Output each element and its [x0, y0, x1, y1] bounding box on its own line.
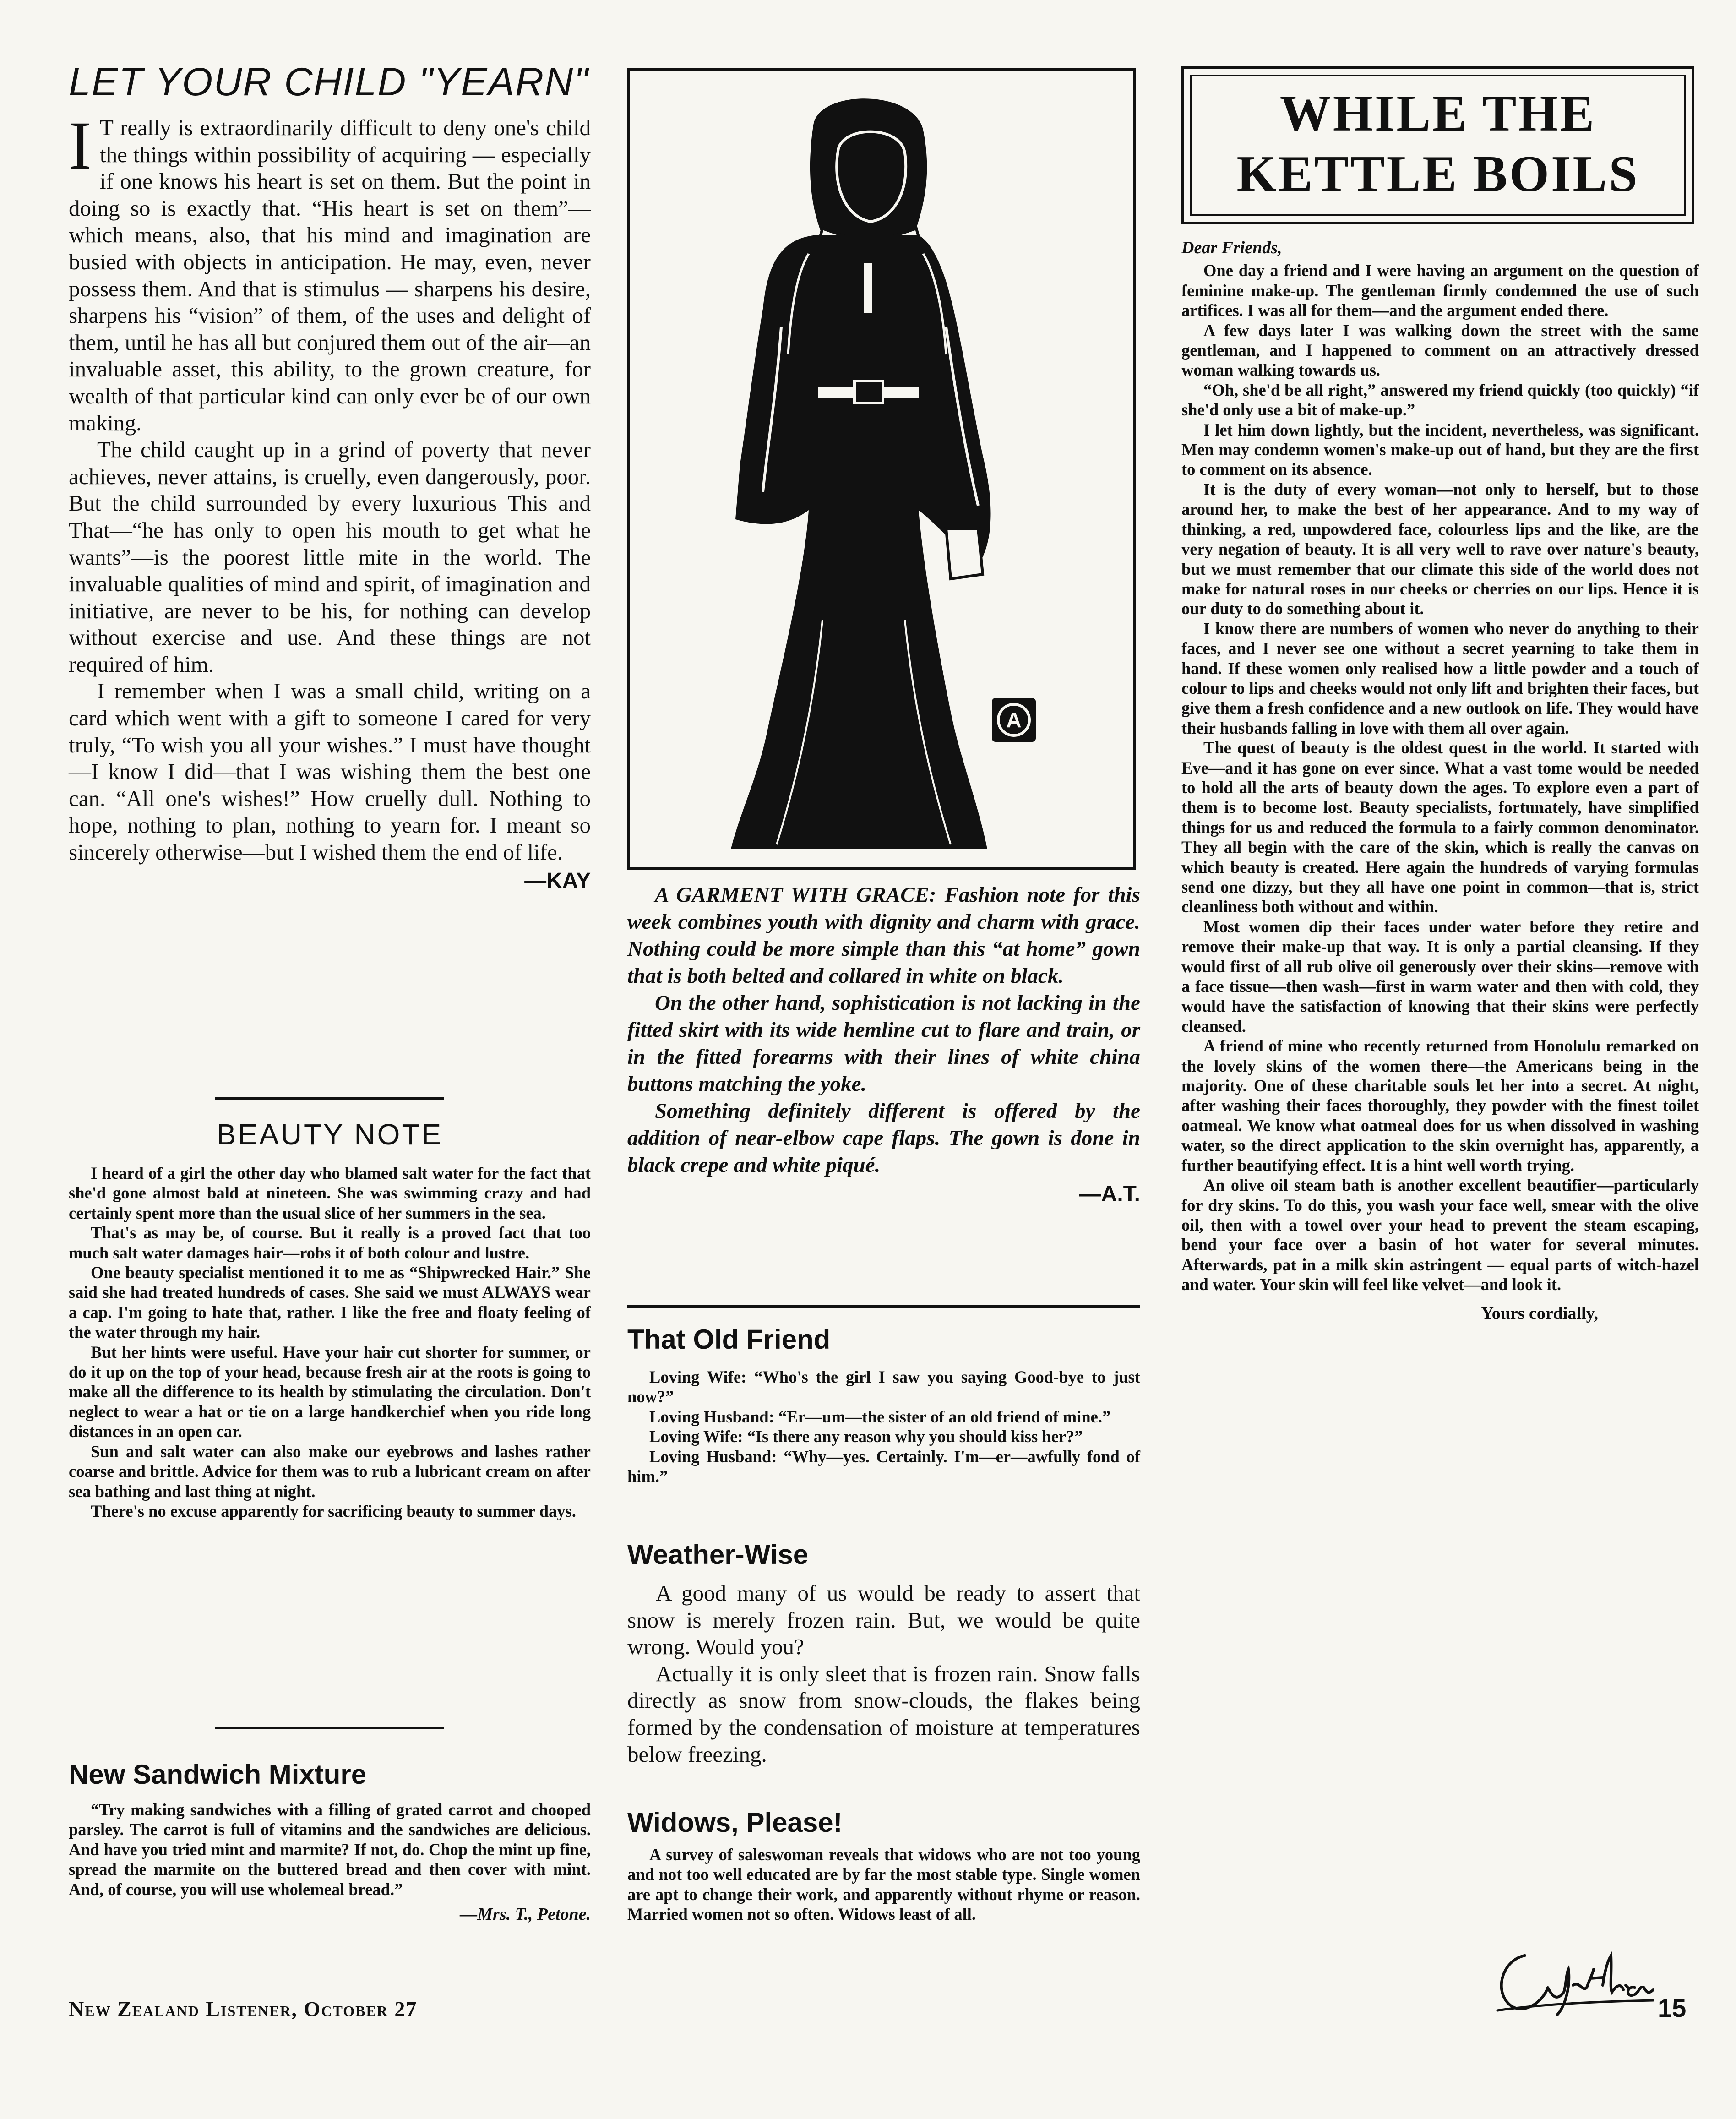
- beauty-paragraph: I heard of a girl the other day who blamed salt water for the fact that she'd gone almost bald at nineteen. She was swimming crazy and had certainly spent more than the usual slice of her summers in the sea.: [69, 1164, 591, 1222]
- letter-closing: Yours cordially,: [1481, 1303, 1598, 1323]
- letter-paragraph: An olive oil steam bath is another excellent beautifier—particularly for dry skins. To do this, you wash your face well, smear with the olive oil, then with a towel over your head to prevent the steam escaping, bend your face over a basin of hot water for several minutes. Afterwards, pat in a milk skin astringent — equal parts of witch-hazel and water. Your skin will feel like velvet—and look it.: [1181, 1176, 1699, 1294]
- beauty-note-body: [69, 1163, 591, 1521]
- beauty-note-title: BEAUTY NOTE: [216, 1118, 443, 1151]
- caption-paragraph: On the other hand, sophistication is not lacking in the fitted skirt with its wide hemline cut to flare and train, or in the fitted forearms with their lines of white china buttons matching the yoke.: [627, 991, 1140, 1096]
- letter-paragraph: “Oh, she'd be all right,” answered my friend quickly (too quickly) “if she'd only use a bit of make-up.”: [1181, 380, 1699, 419]
- letter-paragraph: Most women dip their faces under water before they retire and remove their make-up that way. It is only a partial cleansing. If they would first of all rub olive oil generously over their skins—remove with a face tissue—then wash—first in warm water and then with cold, they would have the satisfaction of knowing that their skins were perfectly cleansed.: [1181, 917, 1699, 1035]
- illustration-badge: A: [1006, 708, 1022, 732]
- dialogue-line: Loving Wife: “Who's the girl I saw you saying Good-bye to just now?”: [627, 1367, 1140, 1406]
- section-divider: [215, 1097, 444, 1100]
- letter-paragraph: One day a friend and I were having an argument on the question of feminine make-up. The gentleman firmly condemned the use of such artifices. I was all for them—and the argument ended there.: [1181, 261, 1699, 320]
- letter-paragraph: It is the duty of every woman—not only to herself, but to those around her, to make the best of her appearance. And to my way of thinking, a red, unpowdered face, colourless lips and the like, are the very negation of beauty. It is all very well to rave over nature's beauty, but we must remember that our climate this side of the world does not make for natural roses in our cheeks or cherries on our lips. Hence it is our duty to do something about it.: [1181, 479, 1699, 618]
- beauty-paragraph: Sun and salt water can also make our eyebrows and lashes rather coarse and brittle. Advice for them was to rub a lubricant cream on after sea bathing and last thing at night.: [69, 1442, 591, 1501]
- caption-paragraph: Something definitely different is offered by the addition of near-elbow cape flaps. The gown is done in black crepe and white piqué.: [627, 1099, 1140, 1177]
- old-friend-body: [627, 1367, 1140, 1486]
- article-title: LET YOUR CHILD "YEARN": [69, 60, 589, 104]
- dialogue-line: Loving Husband: “Why—yes. Certainly. I'm—er—awfully fond of him.”: [627, 1447, 1140, 1486]
- letter-paragraph: A friend of mine who recently returned from Honolulu remarked on the lovely skins of the women there—the Americans being in the majority. One of these charitable souls let her into a secret. At night, after washing their faces thoroughly, they powder with the finest toilet oatmeal. We know what oatmeal does for us when dissolved in washing water, so the direct application to the skin overnight has, apparently, a further beautifying effect. It is a hint well worth trying.: [1181, 1036, 1699, 1175]
- fashion-illustration: [627, 68, 1136, 870]
- beauty-paragraph: But her hints were useful. Have your hair cut shorter for summer, or do it up on the top of your head, because fresh air at the roots is going to make all the difference to its health by stimulating the circulation. Don't neglect to wear a hat or tie on a large handkerchief when you ride long distances in an open car.: [69, 1342, 591, 1441]
- section-divider: [215, 1727, 444, 1729]
- sandwich-body: [69, 1800, 591, 1924]
- kettle-title: [1184, 83, 1692, 204]
- kettle-letter: [1181, 238, 1699, 1324]
- weather-paragraph: A good many of us would be ready to assert that snow is merely frozen rain. But, we would be quite wrong. Would you?: [627, 1580, 1140, 1660]
- article-paragraph: I T really is extraordinarily difficult to deny one's child the things within possibility of acquiring — especially if one knows his heart is set on them. But the point in doing so is exactly that. “His heart is set on them”—which means, also, that his mind and imagination are busied with objects in anticipation. He may, even, never possess them. And that is stimulus — sharpens his desire, sharpens his “vision” of them, of the uses and delight of them, until he has all but conjured them out of the air—an invaluable asset, this ability, to the grown creature, for wealth of that particular kind can only ever be of our own making.: [69, 108, 591, 436]
- letter-paragraph: The quest of beauty is the oldest quest in the world. It started with Eve—and it has gone on ever since. What a vast tome would be needed to hold all the arts of beauty down the ages. To explore even a part of them is to become lost. Beauty specialists, fortunately, have simplified things for us and reduced the formula to a fairly common denominator. They all begin with the care of the skin, which is really the canvas on which beauty is created. Here again the hundreds of varying formulas send one dizzy, but they all have one point in common—that is, strict cleanliness both without and within.: [1181, 738, 1699, 916]
- dialogue-line: Loving Husband: “Er—um—the sister of an old friend of mine.”: [649, 1407, 1111, 1426]
- article-body: [69, 108, 591, 894]
- sandwich-paragraph: “Try making sandwiches with a filling of grated carrot and chooped parsley. The carrot is full of vitamins and the sandwiches are delicious. And have you tried mint and marmite? If not, do. Chop the mint up fine, spread the marmite on the buttered bread and then cover with mint. And, of course, you will use wholemeal bread.”: [69, 1800, 591, 1899]
- page-number: 15: [1658, 1994, 1687, 2022]
- widows-title: Widows, Please!: [627, 1807, 843, 1838]
- old-friend-title: That Old Friend: [627, 1324, 831, 1355]
- gown-illustration: [630, 71, 1133, 867]
- article-signature: —KAY: [524, 868, 591, 893]
- caption-signature: —A.T.: [1079, 1182, 1140, 1206]
- drop-cap: I: [69, 108, 92, 184]
- letter-paragraph: A few days later I was walking down the street with the same gentleman, and I happened to comment on an attractively dressed woman walking towards us.: [1181, 321, 1699, 380]
- sandwich-title: New Sandwich Mixture: [69, 1759, 367, 1790]
- dialogue-line: Loving Wife: “Is there any reason why you should kiss her?”: [649, 1427, 1083, 1446]
- widows-paragraph: A survey of saleswoman reveals that widows who are not too young and not too well educated are by far the most stable type. Single women are apt to change their work, and apparently without rhyme or reason. Married women not so often. Widows least of all.: [627, 1845, 1140, 1924]
- letter-salutation: Dear Friends,: [1181, 238, 1282, 257]
- widows-body: [627, 1845, 1140, 1924]
- letter-paragraph: I let him down lightly, but the incident, nevertheless, was significant. Men may condemn women's make-up out of hand, but they are the first to comment on its absence.: [1181, 420, 1699, 479]
- kettle-title-box: [1181, 66, 1694, 224]
- article-paragraph: I remember when I was a small child, writing on a card which went with a gift to someone I cared for very truly, “To wish you all your wishes.” I must have thought—I know I did—that I was wishing them the best one can. “All one's wishes!” How cruelly dull. Nothing to hope, nothing to plan, nothing to yearn for. I meant so sincerely otherwise—but I wished them the end of life.: [69, 678, 591, 865]
- handwritten-signature: [1488, 1942, 1662, 2020]
- weather-body: [627, 1580, 1140, 1768]
- beauty-paragraph: That's as may be, of course. But it really is a proved fact that too much salt water damages hair—robs it of both colour and lustre.: [69, 1223, 591, 1262]
- fashion-caption: [627, 882, 1140, 1208]
- article-paragraph: The child caught up in a grind of poverty that never achieves, never attains, is cruelly, even dangerously, poor. But the child surrounded by every luxurious This and That—“he has only to open his mouth to get what he wants”—is the poorest little mite in the world. The invaluable qualities of mind and spirit, of imagination and initiative, are never to be his, for nothing can develop without exercise and use. And these things are not required of him.: [69, 437, 591, 677]
- weather-title: Weather-Wise: [627, 1539, 809, 1570]
- letter-paragraph: I know there are numbers of women who never do anything to their faces, and I never see one without a secret yearning to take them in hand. If these women only realised how a little powder and a touch of colour to lips and cheeks would not only lift and brighten their faces, but give them a fresh confidence and a new outlook on life. They would have their husbands falling in love with them all over again.: [1181, 619, 1699, 737]
- weather-paragraph: Actually it is only sleet that is frozen rain. Snow falls directly as snow from snow-clouds, the flakes being formed by the condensation of moisture at temperatures below freezing.: [627, 1661, 1140, 1767]
- section-divider: [627, 1305, 1140, 1308]
- sandwich-signature: —Mrs. T., Petone.: [460, 1905, 591, 1924]
- beauty-paragraph: There's no excuse apparently for sacrificing beauty to summer days.: [91, 1501, 576, 1520]
- kettle-title-line1: WHILE THE: [1279, 85, 1596, 142]
- footer-publication: New Zealand Listener, October 27: [69, 1997, 418, 2021]
- kettle-title-line2: KETTLE BOILS: [1236, 146, 1639, 202]
- beauty-paragraph: One beauty specialist mentioned it to me as “Shipwrecked Hair.” She said she had treated hundreds of cases. She said we must ALWAYS wear a cap. I'm going to hate that, rather. I like the free and floaty feeling of the water through my hair.: [69, 1263, 591, 1342]
- caption-paragraph: A GARMENT WITH GRACE: Fashion note for this week combines youth with dignity and charm with grace. Nothing could be more simple than this “at home” gown that is both belted and collared in white on black.: [627, 883, 1140, 988]
